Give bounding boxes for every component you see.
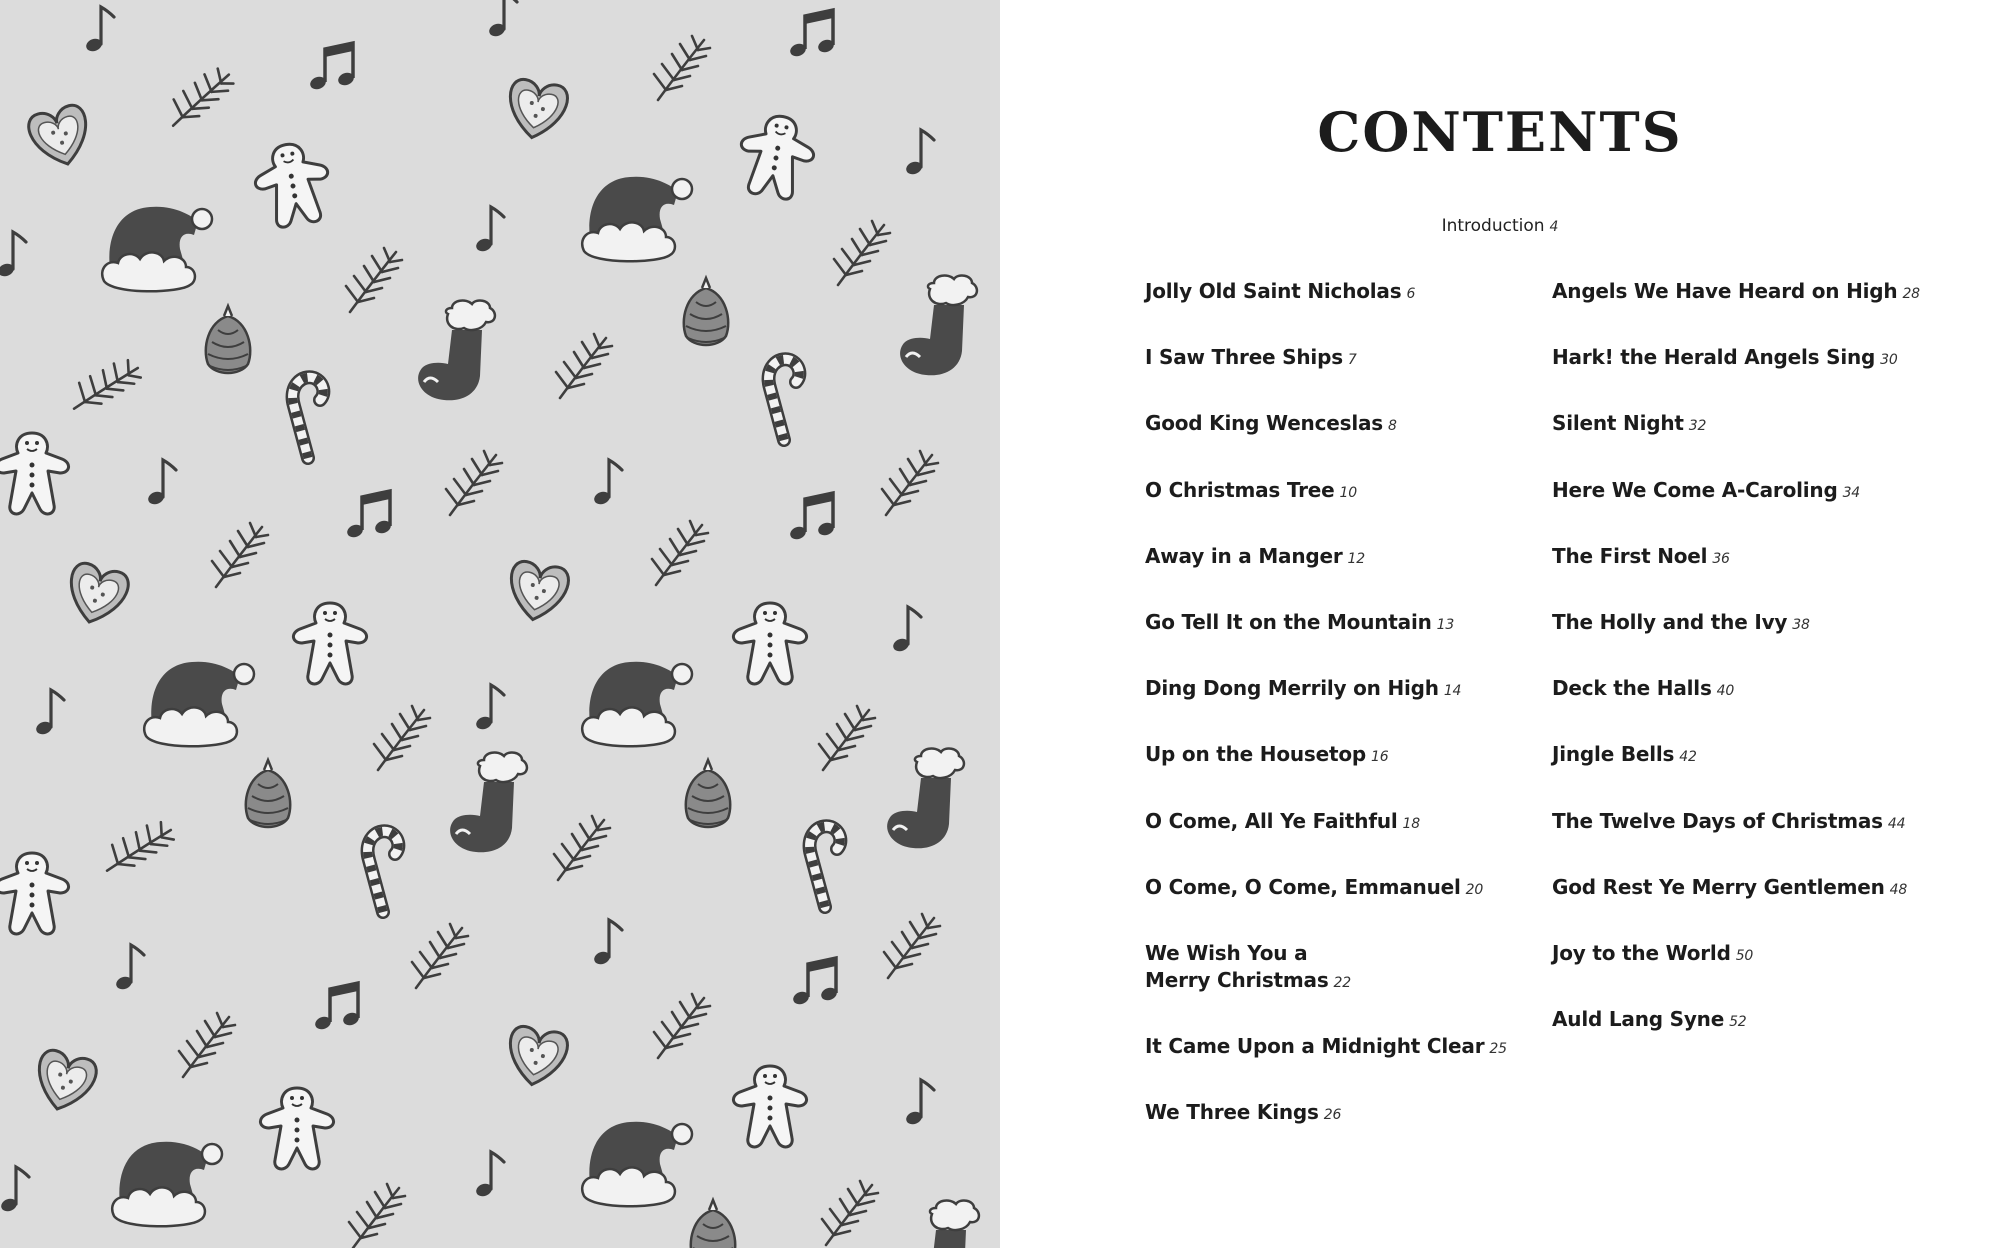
pine-branch-icon <box>349 1184 405 1248</box>
heart-cookie-icon <box>505 559 571 624</box>
toc-entry-title: Auld Lang Syne <box>1552 1007 1725 1032</box>
toc-entry-page-number: 13 <box>1436 617 1455 633</box>
pine-branch-icon <box>884 914 940 978</box>
toc-entry-page-number: 30 <box>1880 352 1898 369</box>
toc-entry-title: O Come, All Ye Faithful <box>1145 808 1398 833</box>
pine-branch-icon <box>374 706 430 770</box>
toc-entry-page-number: 25 <box>1489 1041 1507 1058</box>
music-note-icon <box>114 945 144 991</box>
heart-cookie-icon <box>30 1047 100 1116</box>
toc-entry-page-number: 50 <box>1735 948 1754 964</box>
toc-entry-title: Joy to the World <box>1552 941 1731 965</box>
toc-entry-page-number: 7 <box>1347 352 1357 369</box>
toc-entry[interactable] <box>1552 940 1753 970</box>
music-note-icon <box>84 7 114 53</box>
pine-branch-icon <box>179 1013 235 1077</box>
pine-branch-icon <box>654 994 710 1058</box>
candy-cane-icon <box>810 826 841 907</box>
music-note-icon <box>891 607 921 653</box>
gingerbread-man-icon <box>250 138 336 230</box>
toc-entry[interactable] <box>1552 477 1860 507</box>
double-note-icon <box>313 983 360 1031</box>
toc-entry[interactable] <box>1552 675 1734 705</box>
double-note-icon <box>345 491 392 539</box>
toc-entry-page-number: 36 <box>1712 550 1730 567</box>
santa-hat-icon <box>582 1122 692 1207</box>
page-title: CONTENTS <box>1317 100 1683 164</box>
candy-cane-icon <box>293 377 324 458</box>
stocking-icon <box>450 753 527 853</box>
music-note-icon <box>146 460 176 506</box>
toc-entry-title: The Twelve Days of Christmas <box>1552 808 1883 833</box>
pine-branch-icon <box>70 347 145 426</box>
toc-entry[interactable] <box>1552 874 1907 904</box>
toc-entry-page-number: 22 <box>1333 975 1351 991</box>
toc-entry[interactable] <box>1145 675 1461 705</box>
music-note-icon <box>474 1152 504 1198</box>
toc-entry[interactable] <box>1145 808 1420 838</box>
toc-entry[interactable] <box>1552 344 1898 374</box>
double-note-icon <box>791 958 838 1006</box>
toc-entry-page-number: 14 <box>1443 683 1462 700</box>
pine-branch-icon <box>103 809 178 888</box>
gingerbread-man-icon <box>0 853 69 934</box>
toc-entry-title: O Come, O Come, Emmanuel <box>1145 874 1461 899</box>
double-note-icon <box>788 10 835 58</box>
toc-entry-title: Hark! the Herald Angels Sing <box>1552 345 1876 370</box>
stocking-icon <box>418 301 495 401</box>
toc-entry[interactable] <box>1145 543 1365 573</box>
music-note-icon <box>487 0 517 38</box>
toc-entry-title: Go Tell It on the Mountain <box>1145 610 1432 634</box>
santa-hat-icon <box>582 662 692 747</box>
music-note-icon <box>904 130 934 176</box>
pine-branch-icon <box>822 1181 878 1245</box>
introduction-entry[interactable] <box>1000 216 2000 236</box>
gingerbread-man-icon <box>733 1066 806 1147</box>
toc-entry[interactable] <box>1552 1006 1746 1036</box>
pine-branch-icon <box>654 36 710 100</box>
pine-branch-icon <box>412 924 468 988</box>
toc-entry[interactable] <box>1145 1099 1341 1129</box>
toc-entry-page-number: 44 <box>1887 815 1906 832</box>
toc-entry[interactable] <box>1145 741 1388 771</box>
gingerbread-man-icon <box>733 110 819 202</box>
music-note-icon <box>474 685 504 731</box>
pine-branch-icon <box>169 62 235 135</box>
music-note-icon <box>0 1167 29 1213</box>
toc-entry[interactable] <box>1145 940 1351 997</box>
toc-entry[interactable] <box>1145 410 1397 440</box>
toc-entry[interactable] <box>1145 874 1483 904</box>
pinecone-icon <box>206 306 250 373</box>
toc-entry-title: The First Noel <box>1552 543 1708 568</box>
toc-entry-title: Jingle Bells <box>1552 742 1675 767</box>
gingerbread-man-icon <box>733 603 806 684</box>
pinecone-icon <box>246 760 290 827</box>
music-note-icon <box>0 232 26 278</box>
pinecone-icon <box>691 1200 735 1248</box>
toc-entry[interactable] <box>1552 741 1697 771</box>
table-of-contents-page <box>1000 0 2000 1248</box>
toc-entry-page-number: 34 <box>1842 484 1860 501</box>
toc-entry-page-number: 52 <box>1729 1014 1747 1031</box>
toc-entry-title: Silent Night <box>1552 411 1684 436</box>
toc-entry[interactable] <box>1145 344 1357 374</box>
toc-entry-page-number: 40 <box>1716 683 1735 700</box>
music-note-icon <box>592 460 622 506</box>
introduction-page-number: 4 <box>1549 219 1559 235</box>
pine-branch-icon <box>819 706 875 770</box>
toc-entry-page-number: 20 <box>1465 881 1484 898</box>
pinecone-icon <box>686 760 730 827</box>
toc-entry-page-number: 10 <box>1339 484 1357 501</box>
heart-cookie-icon <box>26 102 96 171</box>
music-note-icon <box>904 1080 934 1126</box>
toc-entry-title: Jolly Old Saint Nicholas <box>1145 279 1402 303</box>
music-note-icon <box>474 207 504 253</box>
toc-entry[interactable] <box>1145 1033 1507 1063</box>
toc-entry-title: Angels We Have Heard on High <box>1552 279 1898 303</box>
heart-cookie-icon <box>504 77 570 142</box>
gingerbread-man-icon <box>260 1088 333 1169</box>
toc-entry[interactable] <box>1145 477 1357 507</box>
toc-entry-title: Here We Come A-Caroling <box>1552 477 1838 502</box>
pine-branch-icon <box>556 334 612 398</box>
toc-entry-title: We Wish You a <box>1145 941 1308 965</box>
music-note-icon <box>34 690 64 736</box>
stocking-icon <box>887 749 964 849</box>
toc-entry-title: Away in a Manger <box>1145 543 1343 568</box>
toc-entry[interactable] <box>1552 609 1810 639</box>
pine-branch-icon <box>882 451 938 515</box>
toc-entry-page-number: 6 <box>1406 286 1416 302</box>
santa-hat-icon <box>582 177 692 262</box>
santa-hat-icon <box>144 662 254 747</box>
pine-branch-icon <box>212 523 268 587</box>
toc-entry-title: Up on the Housetop <box>1145 742 1366 767</box>
toc-entry[interactable] <box>1552 543 1730 573</box>
double-note-icon <box>308 43 355 91</box>
toc-entry-page-number: 32 <box>1688 418 1707 435</box>
toc-entry-title: Deck the Halls <box>1552 676 1712 701</box>
heart-cookie-icon <box>504 1024 570 1089</box>
heart-cookie-icon <box>62 560 132 629</box>
toc-entry-title: Ding Dong Merrily on High <box>1145 676 1439 701</box>
toc-entry-page-number: 48 <box>1889 881 1908 898</box>
stocking-icon <box>900 276 977 376</box>
toc-entry-title: God Rest Ye Merry Gentlemen <box>1552 874 1885 899</box>
pine-branch-icon <box>446 451 502 515</box>
toc-entry[interactable] <box>1552 278 1920 308</box>
toc-entry-title: The Holly and the Ivy <box>1552 610 1788 634</box>
candy-cane-icon <box>368 831 399 912</box>
pine-branch-icon <box>346 248 402 312</box>
pinecone-icon <box>684 278 728 345</box>
pine-branch-icon <box>652 521 708 585</box>
toc-entry-title-line2: Merry Christmas 22 <box>1145 968 1351 992</box>
gingerbread-man-icon <box>0 433 69 514</box>
toc-entry-title: It Came Upon a Midnight Clear <box>1145 1034 1485 1059</box>
toc-entry-title: Good King Wenceslas <box>1145 411 1383 436</box>
stocking-icon <box>902 1201 979 1248</box>
music-note-icon <box>592 920 622 966</box>
introduction-label: Introduction <box>1441 216 1545 236</box>
toc-entry-page-number: 18 <box>1402 815 1420 832</box>
santa-hat-icon <box>102 207 212 292</box>
toc-entry-title: We Three Kings <box>1145 1100 1319 1125</box>
toc-entry-page-number: 12 <box>1347 550 1365 567</box>
candy-cane-icon <box>769 359 800 440</box>
toc-entry-page-number: 16 <box>1371 749 1389 766</box>
toc-entry[interactable] <box>1552 808 1905 838</box>
toc-entry-page-number: 42 <box>1679 749 1697 766</box>
toc-entry[interactable] <box>1145 278 1415 308</box>
toc-entry-page-number: 38 <box>1792 617 1810 633</box>
pine-branch-icon <box>834 221 890 285</box>
toc-entry-title: O Christmas Tree <box>1145 477 1335 502</box>
toc-entry-page-number: 26 <box>1323 1107 1342 1124</box>
double-note-icon <box>788 493 835 541</box>
gingerbread-man-icon <box>293 603 366 684</box>
toc-entry-title: I Saw Three Ships <box>1145 345 1343 370</box>
santa-hat-icon <box>112 1142 222 1227</box>
pine-branch-icon <box>554 816 610 880</box>
toc-entry-page-number: 28 <box>1902 286 1920 302</box>
toc-entry[interactable] <box>1145 609 1454 639</box>
toc-entry[interactable] <box>1552 410 1706 440</box>
toc-entry-page-number: 8 <box>1387 418 1397 435</box>
